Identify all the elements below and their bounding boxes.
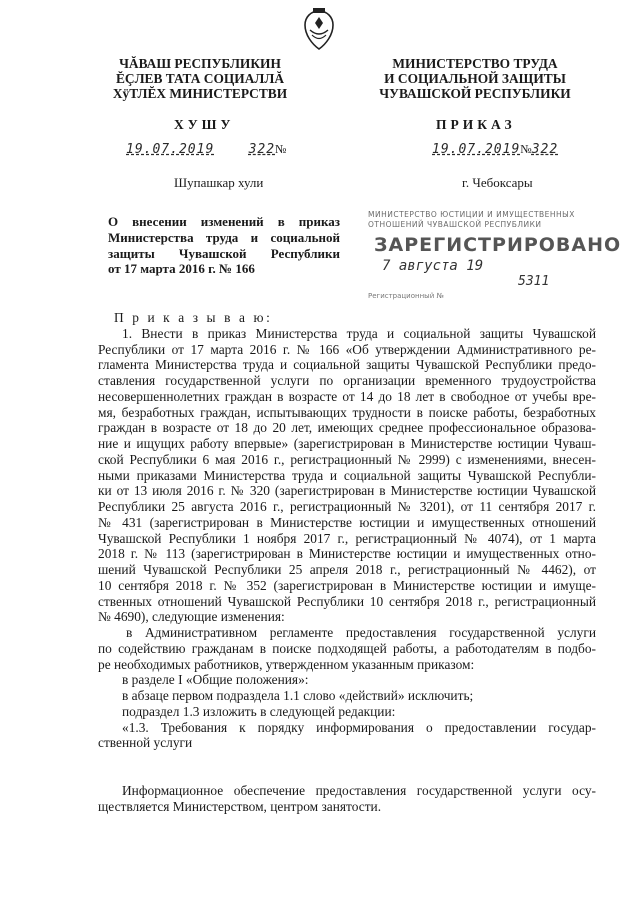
subject-line: защиты Чувашской Республики <box>108 245 340 261</box>
subject-line: О внесении изменений в приказ <box>108 214 340 229</box>
number-sign-left: № <box>275 142 287 156</box>
paragraph-line: Чувашской Республики 1 ноября 2017 г., регистрационный № 4074), от 1 марта <box>98 530 596 546</box>
paragraph-line: в разделе I «Общие положения»: <box>122 672 309 688</box>
stamp-date: 7 августа 19 <box>382 258 484 274</box>
city-russian: г. Чебоксары <box>462 175 533 190</box>
date-left: 19.07.2019 <box>126 142 215 157</box>
city-chuvash: Шупашкар хули <box>174 175 264 190</box>
paragraph-line: Информационное обеспечение предоставления государственной услуги осу- <box>122 783 596 798</box>
paragraph-4 <box>98 688 596 704</box>
paragraph-line: мя, безработных граждан, испытывающих трудности в поиске работы, безработных <box>98 404 596 420</box>
stamp-reg-label: Регистрационный № <box>368 292 444 300</box>
header-chuvash <box>80 56 320 101</box>
stamp-line: ОТНОШЕНИЙ ЧУВАШСКОЙ РЕСПУБЛИКИ <box>368 220 542 229</box>
paragraph-line: ственных отношений Чувашской Республики 10 сентября 2018 г., регистрационный <box>98 593 596 609</box>
paragraph-3 <box>98 672 596 688</box>
order-body <box>98 310 596 815</box>
registration-stamp <box>368 210 622 300</box>
header-russian-line: ЧУВАШСКОЙ РЕСПУБЛИКИ <box>379 86 571 101</box>
doc-type-chuvash: ХУШУ <box>174 117 235 132</box>
paragraph-line: № 431 (зарегистрирован в Министерстве юстиции и имущественных отношений <box>98 514 596 530</box>
paragraph-line: «1.3. Требования к порядку информирования о предоставлении государ- <box>122 719 596 735</box>
paragraph-line: несовершеннолетних граждан в возрасте от 14 до 18 лет в свободное от учебы вре- <box>98 388 596 404</box>
doc-type-russian: ПРИКАЗ <box>436 117 516 132</box>
date-right: 19.07.2019 <box>432 142 521 157</box>
paragraph-line: в Административном регламенте предоставления государственной услуги <box>126 625 596 640</box>
date-number-chuvash <box>126 142 287 157</box>
number-left: 322 <box>248 142 276 157</box>
number-sign-right: № <box>520 142 532 156</box>
paragraph-line: Республики 25 августа 2016 г., регистрационный № 3201), от 11 сентября 2017 г. <box>98 499 596 514</box>
paragraph-line: № 4690), следующие изменения: <box>98 609 285 625</box>
paragraph-line: гламента Министерства труда и социальной защиты Чувашской Республики предо- <box>98 357 596 373</box>
header-russian-line: И СОЦИАЛЬНОЙ ЗАЩИТЫ <box>384 71 566 86</box>
paragraph-line: ки от 13 июля 2016 г. № 320 (зарегистрирован в Министерстве юстиции Чувашской <box>98 483 596 499</box>
stamp-title: ЗАРЕГИСТРИРОВАНО <box>374 234 622 256</box>
emblem-icon <box>299 8 339 52</box>
header-chuvash-line: ХÿТЛĔХ МИНИСТЕРСТВИ <box>112 86 288 101</box>
paragraph-1 <box>98 326 596 625</box>
header-chuvash-line: ЧĂВАШ РЕСПУБЛИКИН <box>119 56 281 71</box>
paragraph-6 <box>98 720 596 752</box>
stamp-line: МИНИСТЕРСТВО ЮСТИЦИИ И ИМУЩЕСТВЕННЫХ <box>368 210 575 219</box>
order-word: П р и к а з ы в а ю: <box>114 310 273 325</box>
paragraph-line: граждан в возрасте от 18 до 20 лет, имеющих среднее профессиональное образова- <box>98 420 596 436</box>
header-russian-line: МИНИСТЕРСТВО ТРУДА <box>392 56 558 71</box>
paragraph-line: подраздел 1.3 изложить в следующей редакции: <box>122 703 396 719</box>
paragraph-line: ской Республики 6 мая 2016 г., регистрационный № 2999) с изменениями, внесен- <box>98 451 596 467</box>
paragraph-line: ние и ищущих работу впервые» (зарегистрирован в Министерстве юстиции Чуваш- <box>98 436 596 451</box>
paragraph-line: Республики от 17 марта 2016 г. № 166 «Об утверждении Административного ре- <box>98 341 596 357</box>
paragraph-line: 2018 г. № 113 (зарегистрирован в Министерстве юстиции и имущественных отно- <box>98 546 596 562</box>
paragraph-line: ре необходимых работников, утвержденном указанным приказом: <box>98 656 475 672</box>
paragraph-7 <box>98 783 596 815</box>
paragraph-5 <box>98 704 596 720</box>
date-number-russian <box>432 142 558 157</box>
subject-title <box>108 214 340 277</box>
paragraph-2 <box>98 625 596 672</box>
paragraph-line: шений Чувашской Республики 25 апреля 2018 г., регистрационный № 4462), от <box>98 562 596 577</box>
subject-line: Министерства труда и социальной <box>108 229 340 245</box>
number-right: 322 <box>531 142 559 157</box>
paragraph-line: 10 сентября 2018 г. № 352 (зарегистрирован в Министерстве юстиции и имуще- <box>98 577 596 593</box>
paragraph-line: ставления государственной услуги по организации временного трудоустройства <box>98 373 596 388</box>
subject-line: от 17 марта 2016 г. № 166 <box>108 261 255 277</box>
header-russian <box>350 56 600 101</box>
paragraph-line: 1. Внести в приказ Министерства труда и социальной защиты Чувашской <box>122 325 596 341</box>
paragraph-line: ществляется Министерством, центром занятости. <box>98 798 382 814</box>
paragraph-line: ственной услуги <box>98 735 193 751</box>
header-chuvash-line: ĔÇЛЕВ ТАТА СОЦИАЛЛĂ <box>115 71 285 86</box>
paragraph-line: ными приказами Министерства труда и социальной защиты Чувашской Республи- <box>98 467 596 483</box>
stamp-reg-number: 5311 <box>518 274 550 289</box>
paragraph-line: по содействию гражданам в поиске подходящей работы, а работодателям в подбо- <box>98 640 596 656</box>
paragraph-line: в абзаце первом подраздела 1.1 слово «действий» исключить; <box>122 688 474 703</box>
